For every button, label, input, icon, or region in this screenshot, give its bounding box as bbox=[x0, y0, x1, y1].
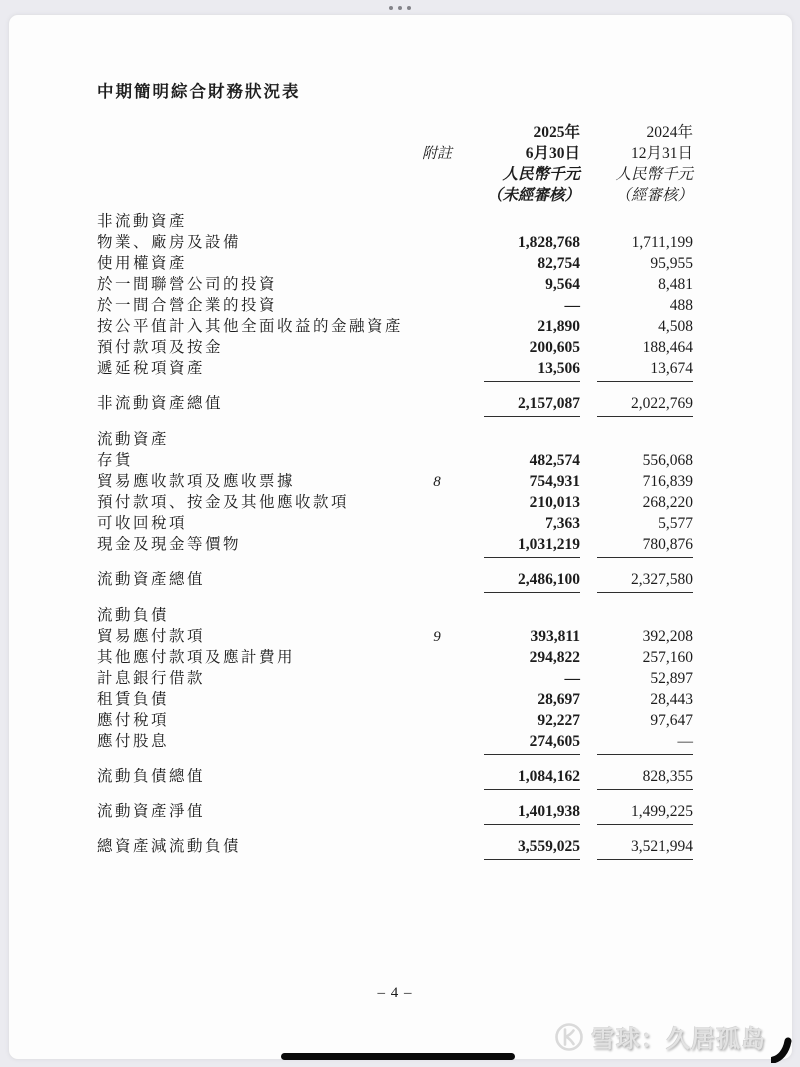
value-2024: 5,577 bbox=[658, 515, 693, 532]
table-row bbox=[97, 274, 693, 295]
value-2024: 268,220 bbox=[642, 494, 693, 511]
header-line-date bbox=[97, 143, 693, 164]
value-2025: — bbox=[564, 670, 580, 687]
value-2025: 21,890 bbox=[537, 318, 580, 335]
value-2025: 754,931 bbox=[529, 473, 580, 490]
value-2024: 1,711,199 bbox=[631, 234, 693, 251]
table-header bbox=[97, 122, 693, 206]
value-2025: 13,506 bbox=[484, 358, 580, 382]
value-2024: 1,499,225 bbox=[597, 801, 693, 825]
table-row bbox=[97, 689, 693, 710]
note-ref: 8 bbox=[433, 474, 441, 490]
value-2025: 200,605 bbox=[529, 339, 580, 356]
table-section-row bbox=[97, 605, 693, 626]
value-2025: — bbox=[564, 297, 580, 314]
table-row bbox=[97, 316, 693, 337]
row-label: 現金及現金等價物 bbox=[97, 536, 242, 553]
value-2025: 210,013 bbox=[529, 494, 580, 511]
home-indicator[interactable] bbox=[281, 1053, 515, 1060]
section-label: 流動資產 bbox=[97, 431, 170, 448]
note-ref: 9 bbox=[433, 629, 441, 645]
page-title: 中期簡明綜合財務狀況表 bbox=[97, 82, 301, 101]
table-row bbox=[97, 731, 693, 755]
col-2024-date: 12月31日 bbox=[630, 145, 693, 162]
table-row bbox=[97, 710, 693, 731]
value-2024: 188,464 bbox=[642, 339, 693, 356]
value-2024: 2,327,580 bbox=[597, 569, 693, 593]
row-label: 按公平值計入其他全面收益的金融資產 bbox=[97, 318, 404, 335]
value-2024: 52,897 bbox=[650, 670, 693, 687]
table-row bbox=[97, 450, 693, 471]
row-label: 使用權資產 bbox=[97, 255, 188, 272]
value-2025: 1,031,219 bbox=[484, 534, 580, 558]
table-total-row bbox=[97, 393, 693, 417]
value-2024: 556,068 bbox=[642, 452, 693, 469]
row-label: 應付稅項 bbox=[97, 712, 170, 729]
total-label: 流動負債總值 bbox=[97, 768, 206, 785]
table-row bbox=[97, 492, 693, 513]
col-2025-audit: （未經審核） bbox=[486, 187, 580, 204]
header-line-year bbox=[97, 122, 693, 143]
table-row bbox=[97, 337, 693, 358]
value-2025: 9,564 bbox=[545, 276, 580, 293]
row-label: 計息銀行借款 bbox=[97, 670, 206, 687]
notes-column-header: 附註 bbox=[421, 146, 452, 162]
value-2025: 1,084,162 bbox=[484, 766, 580, 790]
row-label: 可收回稅項 bbox=[97, 515, 188, 532]
value-2025: 393,811 bbox=[530, 628, 580, 645]
row-label: 遞延稅項資產 bbox=[97, 360, 206, 377]
value-2024: 780,876 bbox=[597, 534, 693, 558]
table-row bbox=[97, 534, 693, 558]
value-2025: 3,559,025 bbox=[484, 836, 580, 860]
value-2025: 2,157,087 bbox=[484, 393, 580, 417]
total-label: 總資產減流動負債 bbox=[97, 838, 242, 855]
value-2025: 7,363 bbox=[545, 515, 580, 532]
table-row bbox=[97, 253, 693, 274]
value-2025: 482,574 bbox=[529, 452, 580, 469]
watermark bbox=[554, 1019, 766, 1054]
value-2024: 97,647 bbox=[650, 712, 693, 729]
value-2024: 95,955 bbox=[650, 255, 693, 272]
value-2025: 294,822 bbox=[529, 649, 580, 666]
watermark-text: 雪球：久居孤岛 bbox=[591, 1026, 766, 1053]
row-label: 物業、廠房及設備 bbox=[97, 234, 242, 251]
row-label: 應付股息 bbox=[97, 733, 170, 750]
row-label: 於一間合營企業的投資 bbox=[97, 297, 278, 314]
value-2025: 82,754 bbox=[537, 255, 580, 272]
table-row bbox=[97, 513, 693, 534]
value-2025: 92,227 bbox=[537, 712, 580, 729]
value-2024: 4,508 bbox=[658, 318, 693, 335]
col-2025-unit: 人民幣千元 bbox=[502, 166, 580, 183]
value-2024: 392,208 bbox=[642, 628, 693, 645]
col-2024-unit: 人民幣千元 bbox=[615, 166, 693, 183]
row-label: 存貨 bbox=[97, 452, 134, 469]
dot-icon bbox=[398, 6, 402, 10]
total-label: 流動資產總值 bbox=[97, 571, 206, 588]
section-label: 流動負債 bbox=[97, 607, 170, 624]
row-label: 於一間聯營公司的投資 bbox=[97, 276, 278, 293]
value-2024: 716,839 bbox=[642, 473, 693, 490]
header-line-audit bbox=[97, 185, 693, 206]
table-row bbox=[97, 471, 693, 492]
value-2024: 13,674 bbox=[597, 358, 693, 382]
col-2025-year: 2025年 bbox=[533, 124, 580, 141]
table-total-row bbox=[97, 569, 693, 593]
value-2024: 3,521,994 bbox=[597, 836, 693, 860]
table-section-row bbox=[97, 429, 693, 450]
dot-icon bbox=[389, 6, 393, 10]
table-total-row bbox=[97, 766, 693, 790]
table-row bbox=[97, 295, 693, 316]
value-2024: 828,355 bbox=[597, 766, 693, 790]
value-2024: 257,160 bbox=[642, 649, 693, 666]
value-2024: 2,022,769 bbox=[597, 393, 693, 417]
row-label: 其他應付款項及應計費用 bbox=[97, 649, 296, 666]
total-label: 非流動資產總值 bbox=[97, 395, 224, 412]
table-row bbox=[97, 626, 693, 647]
total-label: 流動資產淨值 bbox=[97, 803, 206, 820]
value-2025: 1,401,938 bbox=[484, 801, 580, 825]
value-2025: 2,486,100 bbox=[484, 569, 580, 593]
financial-table bbox=[97, 211, 693, 860]
header-line-unit bbox=[97, 164, 693, 185]
row-label: 貿易應付款項 bbox=[97, 628, 206, 645]
table-row bbox=[97, 232, 693, 253]
value-2025: 274,605 bbox=[484, 731, 580, 755]
value-2024: 488 bbox=[669, 297, 693, 314]
sheet-drag-handle[interactable] bbox=[389, 6, 411, 10]
value-2025: 28,697 bbox=[537, 691, 580, 708]
value-2025: 1,828,768 bbox=[518, 234, 580, 251]
table-row bbox=[97, 668, 693, 689]
row-label: 預付款項、按金及其他應收款項 bbox=[97, 494, 350, 511]
value-2024: — bbox=[597, 731, 693, 755]
table-row bbox=[97, 647, 693, 668]
value-2024: 8,481 bbox=[658, 276, 693, 293]
page-number: – 4 – bbox=[377, 985, 413, 1001]
value-2024: 28,443 bbox=[650, 691, 693, 708]
row-label: 預付款項及按金 bbox=[97, 339, 224, 356]
dot-icon bbox=[407, 6, 411, 10]
col-2024-year: 2024年 bbox=[646, 124, 693, 141]
col-2025-date: 6月30日 bbox=[525, 145, 580, 162]
section-label: 非流動資產 bbox=[97, 213, 188, 230]
table-section-row bbox=[97, 211, 693, 232]
table-total-row bbox=[97, 801, 693, 825]
table-total-row bbox=[97, 836, 693, 860]
table-row bbox=[97, 358, 693, 382]
ink-curl-mark bbox=[771, 1035, 795, 1063]
col-2024-audit: （經審核） bbox=[615, 187, 693, 204]
xueqiu-logo-icon bbox=[554, 1022, 584, 1052]
row-label: 租賃負債 bbox=[97, 691, 170, 708]
row-label: 貿易應收款項及應收票據 bbox=[97, 473, 296, 490]
